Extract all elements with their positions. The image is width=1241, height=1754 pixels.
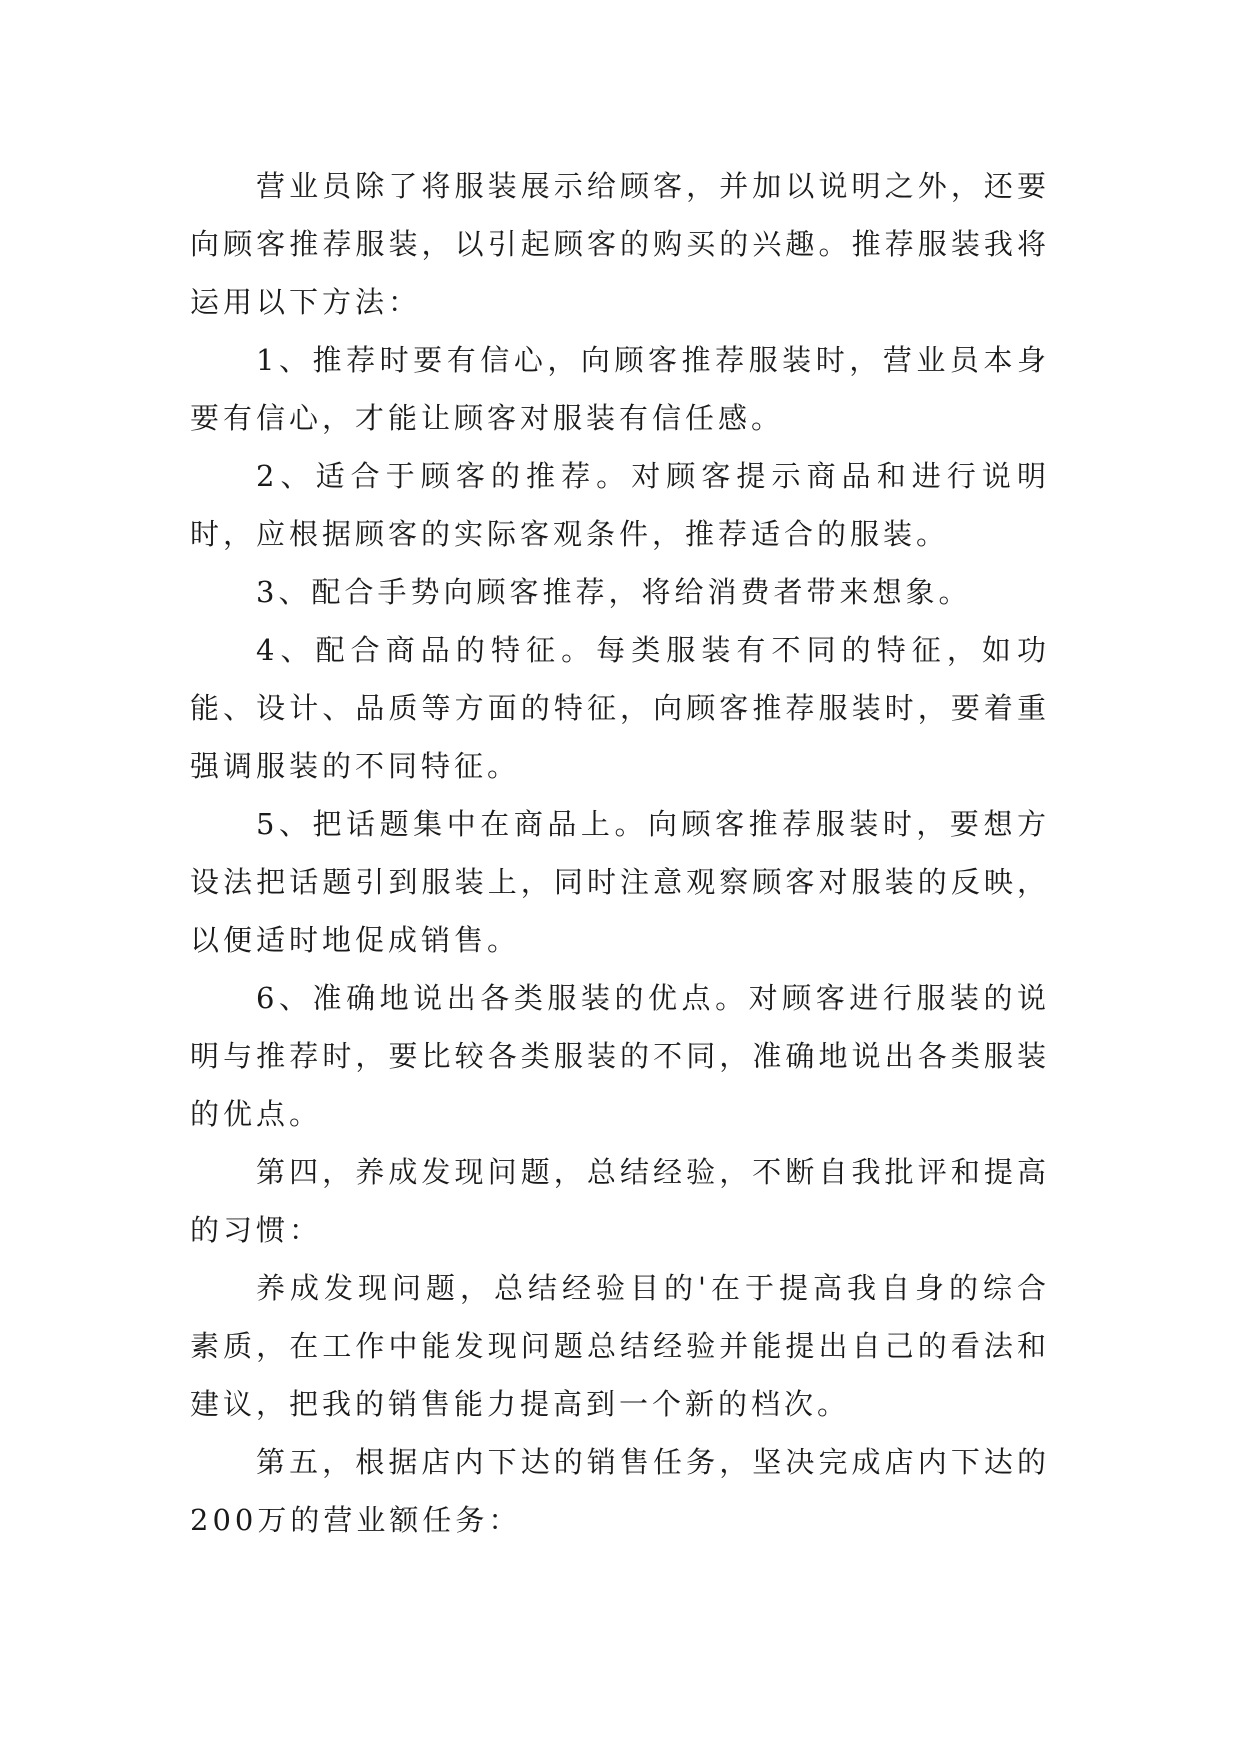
document-body [190,157,1050,1549]
section-five-heading: 第五，根据店内下达的销售任务，坚决完成店内下达的200万的营业额任务： [190,1445,1050,1537]
method-2-paragraph: 2、适合于顾客的推荐。对顾客提示商品和进行说明时，应根据顾客的实际客观条件，推荐适合的服装。 [190,459,1050,551]
section-four-paragraph: 养成发现问题，总结经验目的'在于提高我自身的综合素质，在工作中能发现问题总结经验并能提出自己的看法和建议，把我的销售能力提高到一个新的档次。 [190,1271,1050,1421]
section-four-heading: 第四，养成发现问题，总结经验，不断自我批评和提高的习惯： [190,1155,1050,1247]
method-5-paragraph: 5、把话题集中在商品上。向顾客推荐服装时，要想方设法把话题引到服装上，同时注意观察顾客对服装的反映，以便适时地促成销售。 [190,807,1050,957]
method-4-paragraph: 4、配合商品的特征。每类服装有不同的特征，如功能、设计、品质等方面的特征，向顾客推荐服装时，要着重强调服装的不同特征。 [190,633,1050,783]
method-6-paragraph: 6、准确地说出各类服装的优点。对顾客进行服装的说明与推荐时，要比较各类服装的不同，准确地说出各类服装的优点。 [190,981,1050,1131]
method-3-paragraph: 3、配合手势向顾客推荐，将给消费者带来想象。 [256,575,972,609]
method-1-paragraph: 1、推荐时要有信心，向顾客推荐服装时，营业员本身要有信心，才能让顾客对服装有信任感。 [190,343,1050,435]
intro-paragraph: 营业员除了将服装展示给顾客，并加以说明之外，还要向顾客推荐服装，以引起顾客的购买的兴趣。推荐服装我将运用以下方法： [190,169,1050,319]
